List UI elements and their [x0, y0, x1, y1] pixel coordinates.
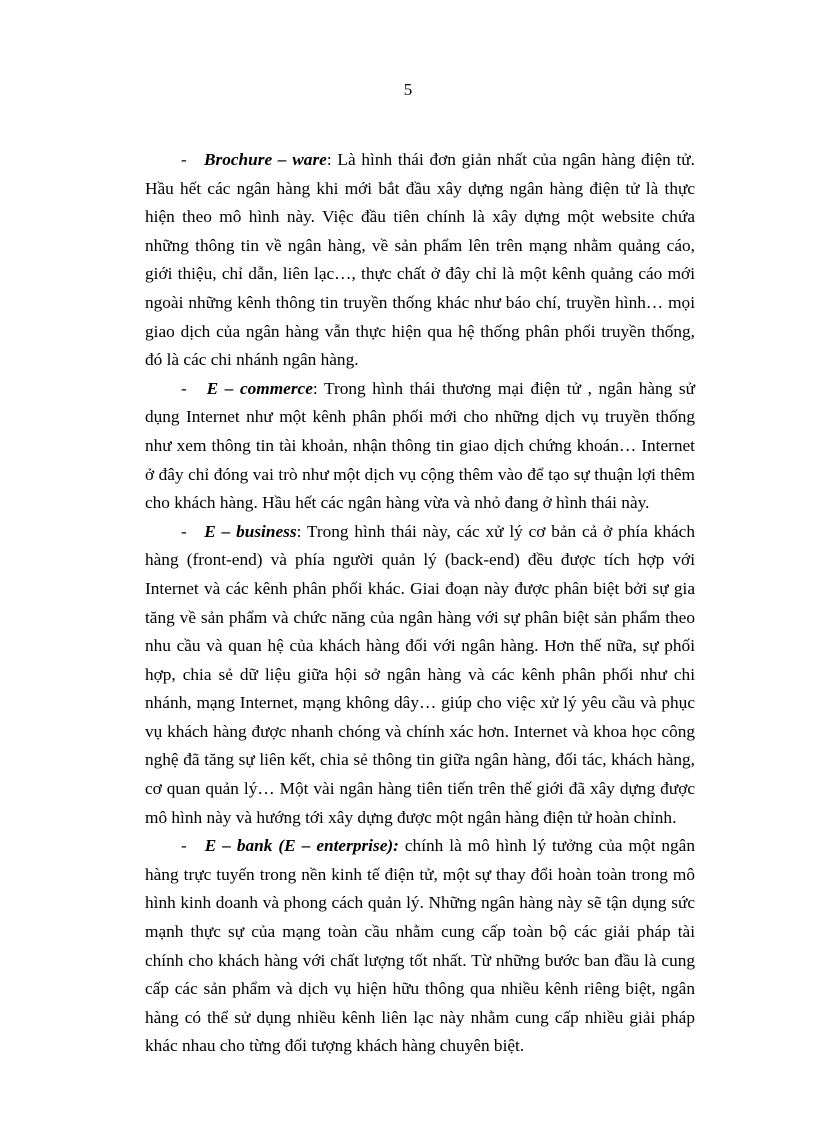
term-e-commerce: E – commerce: [206, 378, 313, 398]
list-bullet: -: [181, 150, 187, 169]
term-e-business: E – business: [204, 521, 297, 541]
list-bullet: -: [181, 521, 187, 541]
paragraph-text: Là hình thái đơn giản nhất của ngân hàng điện tử. Hầu hết các ngân hàng khi mới bắt đầu xây dựng ngân hàng điện tử là thực hiện theo mô hình này. Việc đầu tiên chính là xây dựng một website chứa những thông tin về ngân hàng, về sản phẩm lên trên mạng nhằm quảng cáo, giới thiệu, chỉ dẫn, liên lạc…, thực chất ở đây chỉ là một kênh quảng cáo mới ngoài những kênh thông tin truyền thống khác như báo chí, truyền hình… mọi giao dịch của ngân hàng vẫn thực hiện qua hệ thống phân phối truyền thống, đó là các chi nhánh ngân hàng.: [145, 150, 695, 370]
page-number: 5: [403, 80, 413, 99]
paragraph-text: Trong hình thái thương mại điện tử , ngân hàng sử dụng Internet như một kênh phân phối mới cho những dịch vụ truyền thống như xem thông tin tài khoản, nhận thông tin giao dịch chứng khoán… Internet ở đây chỉ đóng vai trò như một dịch vụ cộng thêm vào để tạo sự thuận lợi thêm cho khách hàng. Hầu hết các ngân hàng vừa và nhỏ đang ở hình thái này.: [145, 378, 695, 513]
paragraph-e-bank: [145, 832, 695, 1061]
paragraph-text: chính là mô hình lý tưởng của một ngân hàng trực tuyến trong nền kinh tế điện tử, một sự thay đổi hoàn toàn trong mô hình kinh doanh và phong cách quản lý. Những ngân hàng này sẽ tận dụng sức mạnh thực sự của mạng toàn cầu nhằm cung cấp toàn bộ các giải pháp tài chính cho khách hàng với chất lượng tốt nhất. Từ những bước ban đầu là cung cấp các sản phẩm và dịch vụ hiện hữu thông qua nhiều kênh riêng biệt, ngân hàng có thể sử dụng nhiều kênh liên lạc này nhằm cung cấp nhiều giải pháp khác nhau cho từng đối tượng khách hàng chuyên biệt.: [145, 836, 695, 1056]
term-e-bank: E – bank (E – enterprise):: [204, 836, 399, 856]
term-brochure-ware: Brochure – ware: [203, 150, 327, 169]
paragraph-text: Trong hình thái này, các xử lý cơ bản cả ở phía khách hàng (front-end) và phía người quản lý (back-end) đều được tích hợp với Internet và các kênh phân phối khác. Giai đoạn này được phân biệt bởi sự gia tăng về sản phẩm và chức năng của ngân hàng với sự phân biệt sản phẩm theo nhu cầu và quan hệ của khách hàng đối với ngân hàng. Hơn thế nữa, sự phối hợp, chia sẻ dữ liệu giữa hội sở ngân hàng và các kênh phân phối như chi nhánh, mạng Internet, mạng không dây… giúp cho việc xử lý yêu cầu và phục vụ khách hàng được nhanh chóng và chính xác hơn. Internet và khoa học công nghệ đã tăng sự liên kết, chia sẻ thông tin giữa ngân hàng, đối tác, khách hàng, cơ quan quản lý… Một vài ngân hàng tiên tiến trên thế giới đã xây dựng được mô hình này và hướng tới xây dựng được một ngân hàng điện tử hoàn chỉnh.: [145, 521, 695, 827]
paragraph-e-business: [145, 518, 695, 833]
paragraph-e-commerce: [145, 375, 695, 518]
term-separator: :: [312, 378, 318, 398]
paragraph-brochure-ware: [145, 146, 695, 375]
term-separator: :: [326, 150, 332, 169]
document-body: [145, 146, 695, 1061]
term-separator: :: [296, 521, 302, 541]
list-bullet: -: [181, 378, 187, 398]
list-bullet: -: [181, 836, 187, 856]
